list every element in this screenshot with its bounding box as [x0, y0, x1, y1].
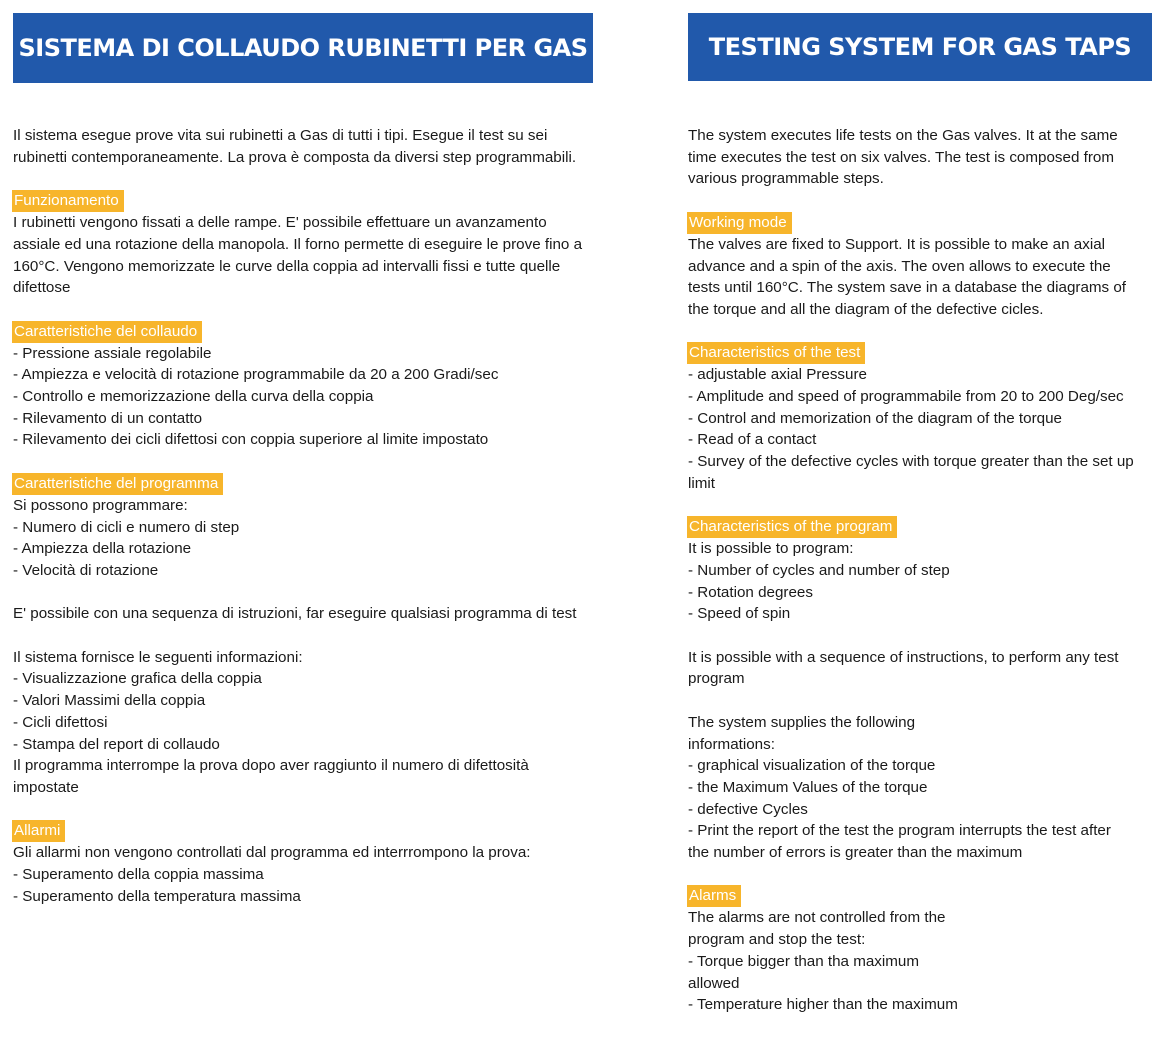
section-heading: Caratteristiche del collaudo	[12, 321, 202, 343]
section-heading: Alarms	[687, 885, 741, 907]
italian-section-caratteristiche-programma	[13, 473, 593, 799]
english-section-alarms	[688, 885, 1152, 1016]
section-text: - Pressione assiale regolabile - Ampiezza e velocità di rotazione programmabile da 20 a 200 Gradi/sec - Controllo e memorizzazione della curva della coppia - Rilevamento di un contatto - Rilevamento dei cicli difettosi con coppia superiore al limite impostato	[13, 344, 499, 449]
italian-section-allarmi	[13, 820, 593, 907]
italian-title-banner	[13, 13, 593, 83]
english-section-characteristics-test	[688, 342, 1152, 494]
italian-body	[13, 125, 593, 907]
italian-section-funzionamento	[13, 190, 593, 299]
english-section-characteristics-program	[688, 516, 1152, 864]
english-column	[688, 13, 1152, 1016]
italian-section-caratteristiche-collaudo	[13, 321, 593, 452]
section-text: Si possono programmare: - Numero di cicli e numero di step - Ampiezza della rotazione - Velocità di rotazione E' possibile con una sequenza di istruzioni, far eseguire qualsiasi programma di test Il sistema fornisce le seguenti informazioni: - Visualizzazione grafica della coppia - Valori Massimi della coppia - Cicli difettosi - Stampa del report di collaudo Il programma interrompe la prova dopo aver raggiunto il numero di difettosità impostate	[13, 496, 577, 796]
italian-column	[13, 13, 593, 907]
section-heading: Caratteristiche del programma	[12, 473, 223, 495]
section-text: I rubinetti vengono fissati a delle rampe. E' possibile effettuare un avanzamento assiale ed una rotazione della manopola. Il forno permette di eseguire le prove fino a 160°C. Vengono memorizzate le curve della coppia ad intervalli fissi e tutte quelle difettose	[13, 214, 583, 297]
section-heading: Allarmi	[12, 820, 65, 842]
section-heading: Characteristics of the program	[687, 516, 897, 538]
section-text: The alarms are not controlled from the program and stop the test: - Torque bigger than tha maximum allowed - Temperature higher than the maximum	[688, 909, 958, 1014]
english-intro: The system executes life tests on the Gas valves. It at the same time executes the test on six valves. The test is composed from various programmable steps.	[688, 127, 1118, 188]
italian-intro: Il sistema esegue prove vita sui rubinetti a Gas di tutti i tipi. Esegue il test su sei rubinetti contemporaneamente. La prova è composta da diversi step programmabili.	[13, 127, 577, 166]
section-text: It is possible to program: - Number of cycles and number of step - Rotation degrees - Speed of spin It is possible with a sequence of instructions, to perform any test program The system supplies the following informations: - graphical visualization of the torque - the Maximum Values of the torque - defective Cycles - Print the report of the test the program interrupts the test after the number of errors is greater than the maximum	[688, 540, 1119, 862]
section-heading: Working mode	[687, 212, 792, 234]
section-heading: Funzionamento	[12, 190, 124, 212]
english-section-working-mode	[688, 212, 1152, 321]
english-body	[688, 125, 1152, 1016]
section-heading: Characteristics of the test	[687, 342, 865, 364]
section-text: The valves are fixed to Support. It is possible to make an axial advance and a spin of the axis. The oven allows to execute the tests until 160°C. The system save in a database the diagrams of the torque and all the diagram of the defective cicles.	[688, 235, 1127, 318]
italian-title: SISTEMA DI COLLAUDO RUBINETTI PER GAS	[18, 34, 588, 62]
section-text: - adjustable axial Pressure - Amplitude and speed of programmabile from 20 to 200 Deg/sec - Control and memorization of the diagram of the torque - Read of a contact - Survey of the defective cycles with torque greater than the set up limit	[688, 366, 1134, 492]
section-text: Gli allarmi non vengono controllati dal programma ed interrrompono la prova: - Superamento della coppia massima - Superamento della temperatura massima	[13, 844, 531, 905]
english-title: TESTING SYSTEM FOR GAS TAPS	[708, 33, 1132, 61]
english-title-banner	[688, 13, 1152, 81]
